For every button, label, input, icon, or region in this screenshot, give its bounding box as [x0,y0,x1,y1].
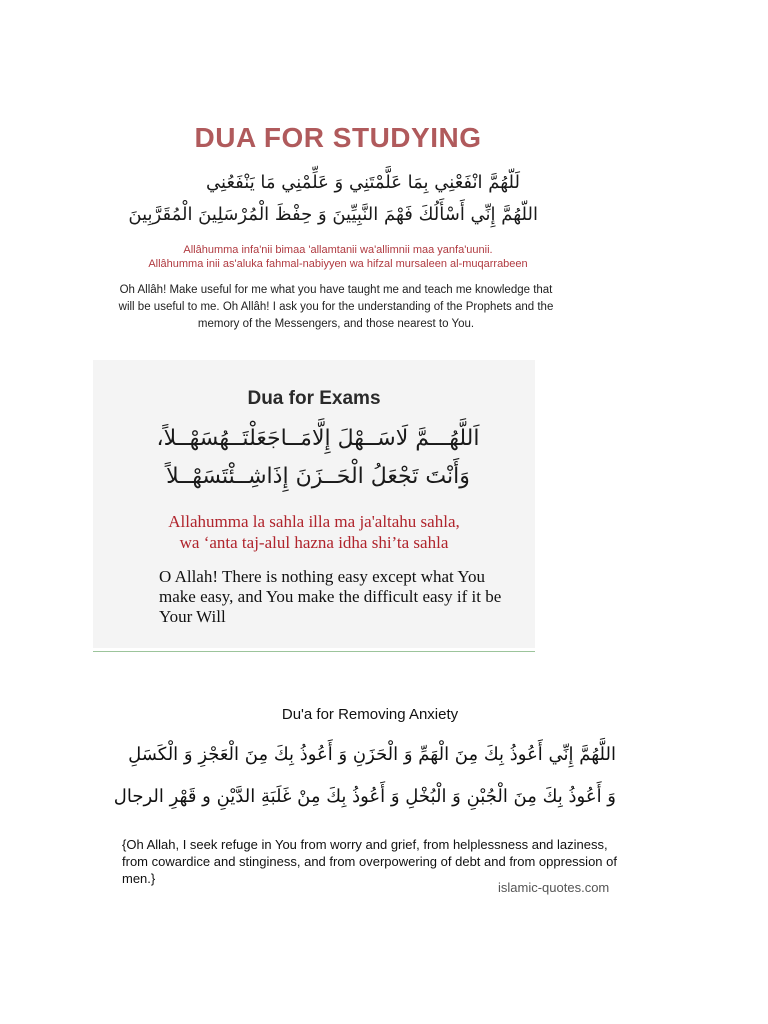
anxiety-arabic-line-1: اللَّهُمَّ إِنِّي أَعُوذُ بِكَ مِنَ الْهَمِّ وَ الْحَزَنِ وَ أَعُوذُ بِكَ مِنَ الْعَجْزِ وَ الْكَسَلِ [128,744,616,765]
study-transliteration-line-1: Allâhumma infa'nii bimaa 'allamtanii wa'allimnii maa yanfa'uunii. [183,244,493,256]
exams-title: Dua for Exams [247,388,381,409]
exams-arabic-line-1: اَللَّهُـــمَّ لَاسَــهْلَ إِلَّامَــاجَعَلْتَــهُسَهْــلاً، [156,426,480,451]
anxiety-arabic-line-2: وَ أَعُوذُ بِكَ مِنَ الْجُبْنِ وَ الْبُخْلِ وَ أَعُوذُ بِكَ مِنْ غَلَبَةِ الدَّيْنِ و قَهْرِ الرجال [113,786,616,807]
anxiety-english-translation: {Oh Allah, I seek refuge in You from worry and grief, from helplessness and laziness, from cowardice and stinginess, and from overpowering of debt and from oppression of men.} [122,837,617,886]
source-website: islamic-quotes.com [498,880,610,895]
dua-for-studying-section [118,112,554,334]
study-arabic-line-2: اللّهُمَّ إِنِّي أَسْأَلُكَ فَهْمَ النَّبِيِّينَ وَ حِفْظَ الْمُرْسَلِينَ الْمُقَرَّبِينَ [128,204,538,225]
dua-removing-anxiety-section [100,700,660,900]
exams-english-translation: O Allah! There is nothing easy except what You make easy, and You make the difficult easy if it be Your Will [159,567,502,626]
exams-arabic-line-2: وَأَنْتَ تَجْعَلُ الْحَــزَنَ إِذَاشِــئْتَسَهْــلاً [166,464,470,489]
anxiety-title: Du'a for Removing Anxiety [281,706,459,723]
exams-transliteration-line-1: Allahumma la sahla illa ma ja'altahu sahla, [168,512,460,531]
section-divider [93,651,535,652]
study-arabic-line-1: لَلّهُمَّ انْفَعْنِي بِمَا عَلَّمْتَنِي وَ عَلِّمْنِي مَا يَنْفَعُنِي [206,172,520,193]
study-english-translation: Oh Allâh! Make useful for me what you have taught me and teach me knowledge that will be useful to me. Oh Allâh! I ask you for the understanding of the Prophets and the memory of the Messengers, and those nearest to You. [118,284,554,330]
study-title: DUA FOR STUDYING [194,122,482,153]
exams-transliteration-line-2: wa ‘anta taj-alul hazna idha shi’ta sahla [179,533,449,552]
dua-for-exams-section [93,360,535,648]
study-transliteration-line-2: Allâhumma inii as'aluka fahmal-nabiyyen wa hifzal mursaleen al-muqarrabeen [148,258,528,270]
